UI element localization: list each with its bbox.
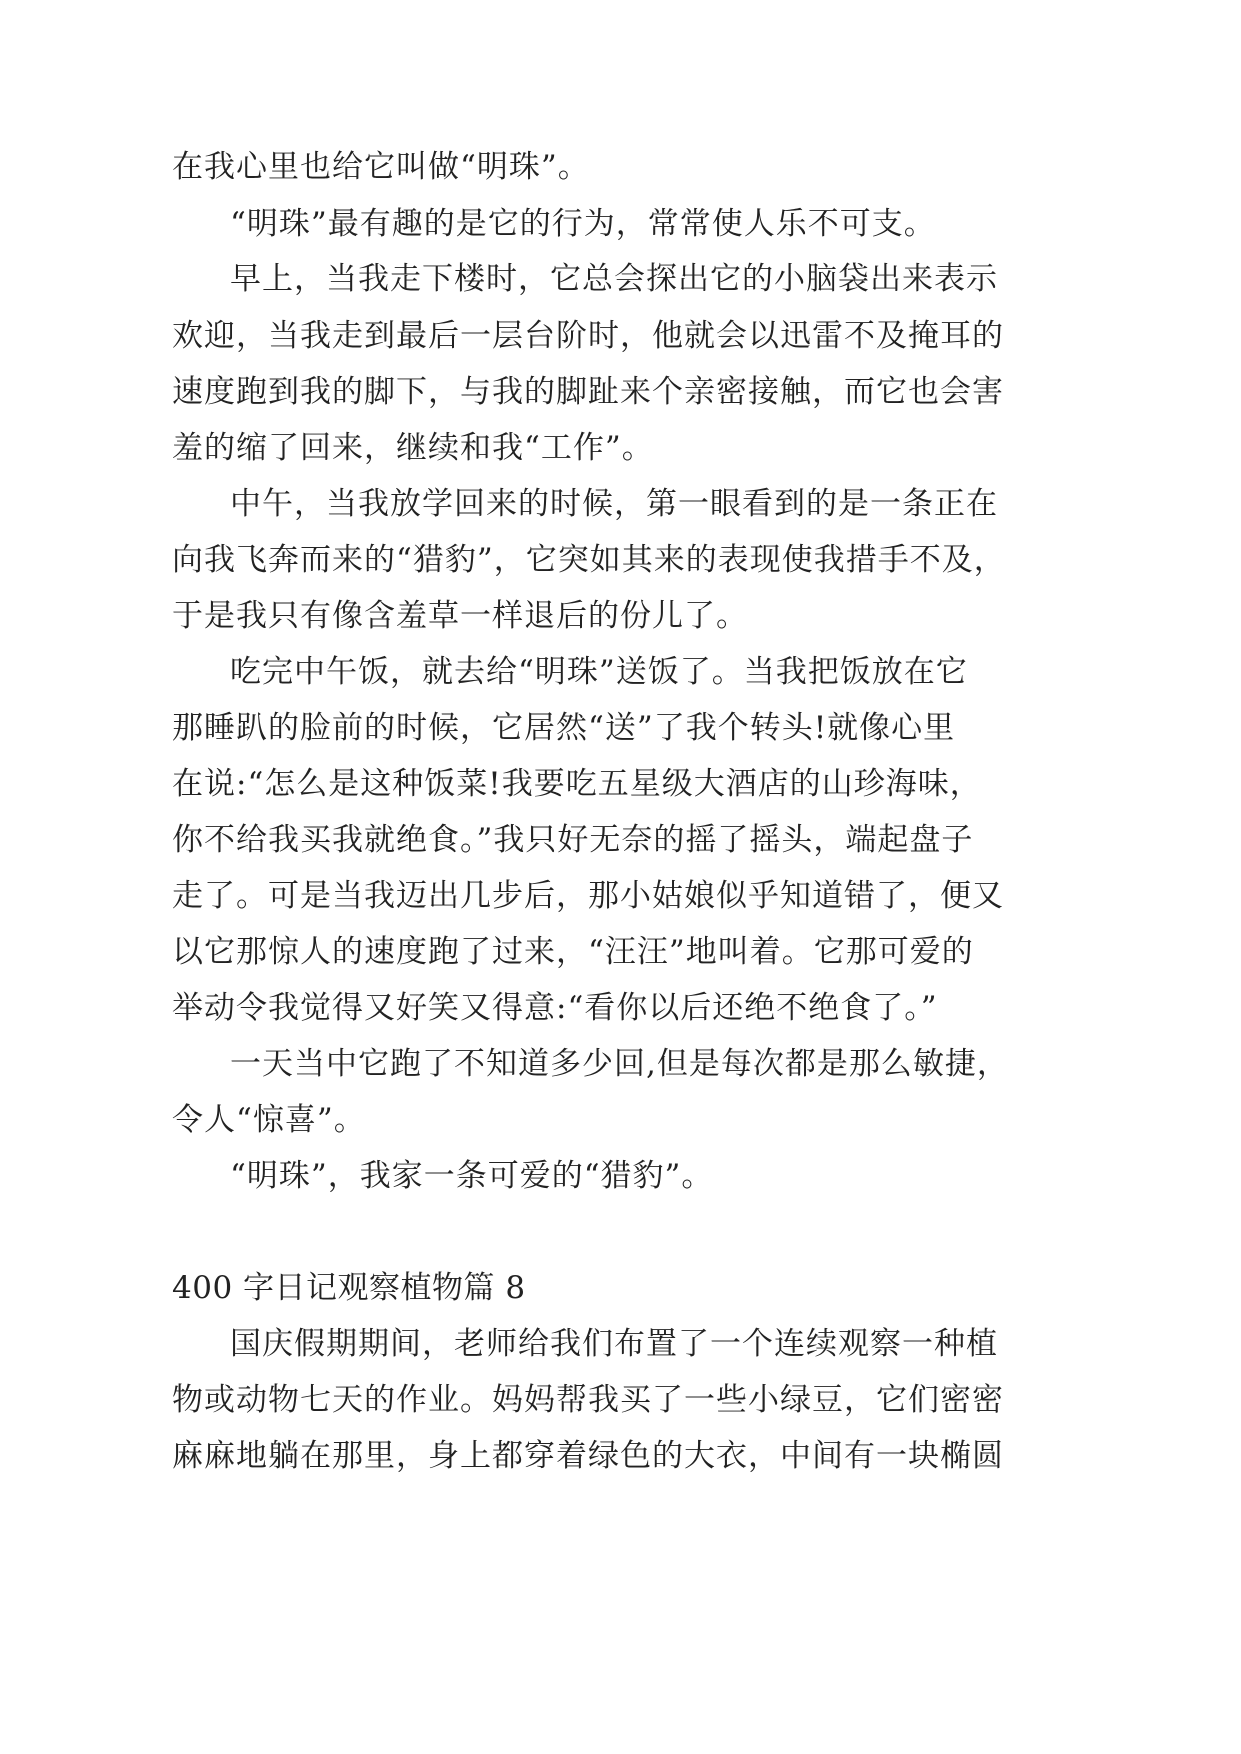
text-line-2: “明珠”最有趣的是它的行为，常常使人乐不可支。 <box>230 206 936 242</box>
text-line-19: “明珠”，我家一条可爱的“猎豹”。 <box>230 1158 714 1194</box>
section-line-2: 物或动物七天的作业。妈妈帮我买了一些小绿豆，它们密密 <box>172 1382 1004 1418</box>
text-line-13: 你不给我买我就绝食。”我只好无奈的摇了摇头，端起盘子 <box>172 822 974 858</box>
text-line-14: 走了。可是当我迈出几步后，那小姑娘似乎知道错了，便又 <box>172 878 1004 914</box>
section-heading: 400 字日记观察植物篇 8 <box>172 1270 526 1306</box>
text-line-4: 欢迎，当我走到最后一层台阶时，他就会以迅雷不及掩耳的 <box>172 318 1004 354</box>
text-line-7: 中午，当我放学回来的时候，第一眼看到的是一条正在 <box>230 486 998 522</box>
text-line-8: 向我飞奔而来的“猎豹”，它突如其来的表现使我措手不及， <box>172 542 1006 578</box>
text-line-11: 那睡趴的脸前的时候，它居然“送”了我个转头!就像心里 <box>172 710 956 746</box>
text-line-3: 早上，当我走下楼时，它总会探出它的小脑袋出来表示 <box>230 261 998 297</box>
text-line-16: 举动令我觉得又好笑又得意:“看你以后还绝不绝食了。” <box>172 990 938 1026</box>
text-line-18: 令人“惊喜”。 <box>172 1102 366 1138</box>
text-line-15: 以它那惊人的速度跑了过来，“汪汪”地叫着。它那可爱的 <box>172 934 974 970</box>
text-line-10: 吃完中午饭，就去给“明珠”送饭了。当我把饭放在它 <box>230 654 968 690</box>
text-line-9: 于是我只有像含羞草一样退后的份儿了。 <box>172 598 748 634</box>
text-line-5: 速度跑到我的脚下，与我的脚趾来个亲密接触，而它也会害 <box>172 374 1004 410</box>
text-line-6: 羞的缩了回来，继续和我“工作”。 <box>172 430 654 466</box>
text-line-12: 在说:“怎么是这种饭菜!我要吃五星级大酒店的山珍海味， <box>172 766 982 802</box>
text-line-1: 在我心里也给它叫做“明珠”。 <box>172 149 590 185</box>
section-line-1: 国庆假期期间，老师给我们布置了一个连续观察一种植 <box>230 1326 998 1362</box>
text-line-17: 一天当中它跑了不知道多少回,但是每次都是那么敏捷， <box>230 1046 1009 1082</box>
section-line-3: 麻麻地躺在那里，身上都穿着绿色的大衣，中间有一块椭圆 <box>172 1438 1004 1474</box>
